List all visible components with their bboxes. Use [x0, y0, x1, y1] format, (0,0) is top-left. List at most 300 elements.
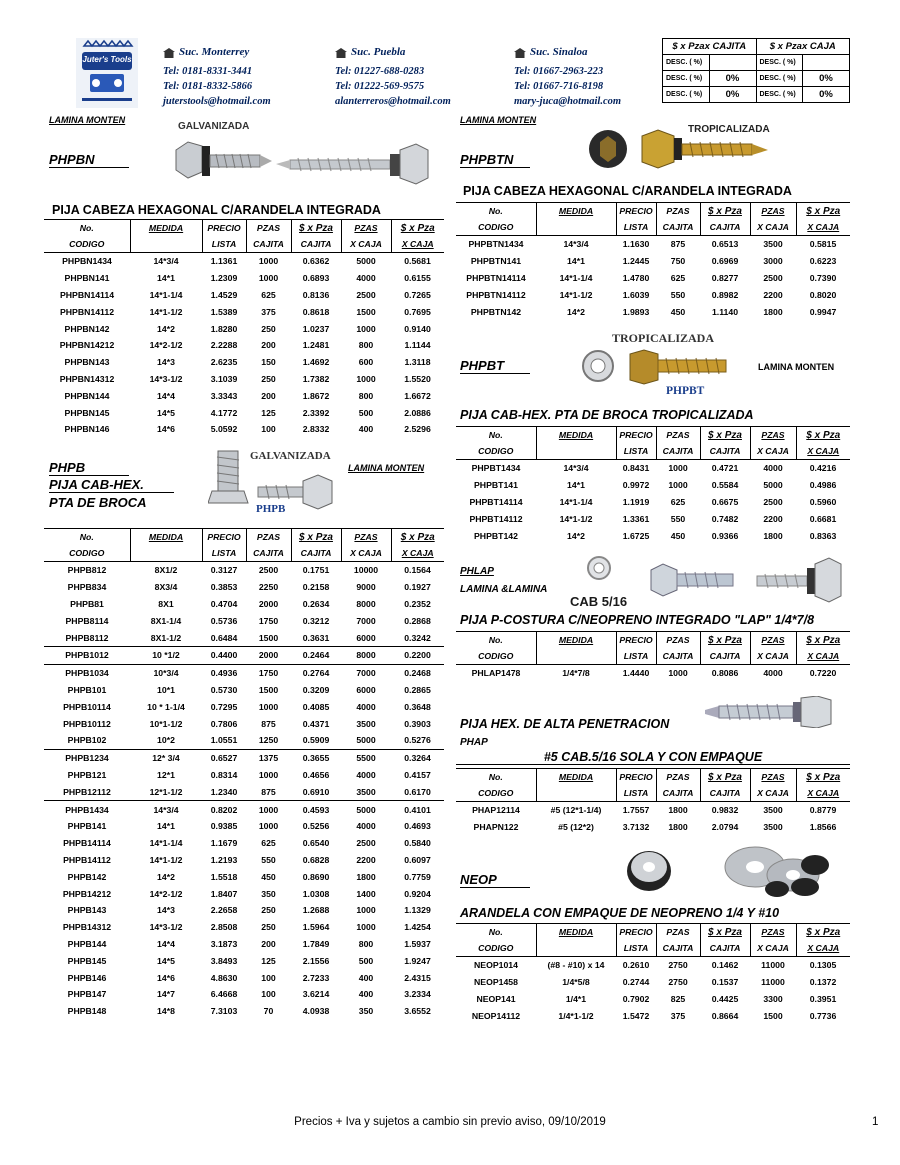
- table-cell: 800: [358, 390, 374, 401]
- column-header: [796, 769, 850, 786]
- desc-value: 0%: [803, 71, 850, 87]
- column-header: [616, 940, 656, 957]
- column-header-label: LISTA: [211, 548, 237, 558]
- table-cell: 0.6362: [302, 256, 330, 267]
- table-row: [44, 835, 444, 852]
- product-code-cell: PHPBN14212: [59, 340, 115, 351]
- table-cell: 1.7557: [622, 805, 650, 816]
- column-header-label: CODIGO: [478, 222, 514, 232]
- column-header-label: CODIGO: [69, 239, 105, 249]
- column-header: [291, 236, 341, 253]
- phlap-table: [456, 631, 850, 682]
- column-header: [130, 220, 202, 237]
- table-cell: 14*2: [157, 323, 175, 334]
- table-cell: 0.4593: [291, 801, 341, 818]
- table-cell: 0.3242: [404, 632, 431, 643]
- column-header: [616, 219, 656, 236]
- table-cell: 0.3903: [404, 718, 431, 729]
- column-header-label: X CAJA: [350, 239, 382, 249]
- table-cell: 0.6681: [809, 513, 837, 524]
- branch-monterrey: [163, 45, 271, 109]
- table-cell: 0.6675: [711, 496, 739, 507]
- column-header: [796, 427, 850, 444]
- branch-email: juterstools@hotmail.com: [163, 96, 271, 107]
- product-code-cell: PHPB1434: [44, 801, 130, 818]
- column-header: [536, 427, 616, 444]
- column-header: [202, 236, 246, 253]
- table-cell: 200: [261, 390, 276, 401]
- table-cell: 1.7849: [302, 938, 330, 949]
- table-cell: 0.6969: [711, 256, 739, 267]
- table-cell: 6.4668: [210, 989, 238, 1000]
- table-row: [44, 596, 444, 613]
- column-header-label: X CAJA: [757, 651, 789, 661]
- table-cell: 500: [358, 955, 374, 966]
- table-cell: 0.2865: [404, 684, 431, 695]
- table-row: [456, 527, 850, 544]
- table-cell: 9000: [356, 582, 376, 593]
- product-code-cell: PHPB8114: [65, 615, 109, 626]
- product-code-cell: PHPBN144: [64, 390, 110, 401]
- column-header-label: CODIGO: [478, 651, 514, 661]
- column-header-label: LISTA: [623, 943, 649, 953]
- table-cell: 1.2340: [210, 786, 238, 797]
- table-cell: 1.3361: [622, 513, 650, 524]
- column-header: [616, 769, 656, 786]
- table-cell: 10000: [353, 565, 379, 576]
- column-header-label: MEDIDA: [558, 772, 594, 782]
- table-cell: 14*5: [157, 955, 175, 966]
- table-cell: 6000: [356, 632, 376, 643]
- table-cell: 8000: [356, 598, 376, 609]
- table-cell: 1/4*5/8: [562, 977, 590, 988]
- branch-phone-2: Tel: 01667-716-8198: [514, 81, 604, 92]
- branch-phone-1: Tel: 01227-688-0283: [335, 66, 425, 77]
- table-cell: 1500: [258, 632, 279, 643]
- column-header: [700, 219, 750, 236]
- column-header-label: No.: [488, 772, 503, 782]
- phpbt-title: PIJA CAB-HEX. PTA DE BROCA TROPICALIZADA: [460, 408, 754, 422]
- product-code-cell: PHPB145: [67, 955, 107, 966]
- table-row: [456, 957, 850, 974]
- table-cell: 0.7265: [404, 289, 431, 300]
- table-cell: 1000: [258, 273, 279, 284]
- branch-sinaloa: [514, 45, 621, 109]
- column-header-label: PZAS: [761, 772, 785, 782]
- table-cell: 250: [261, 905, 276, 916]
- table-cell: 0.5681: [404, 256, 431, 267]
- table-cell: 1.4254: [404, 922, 431, 933]
- table-cell: 550: [670, 513, 686, 524]
- table-cell: 14*2-1/2: [149, 888, 183, 899]
- table-row: [44, 852, 444, 869]
- table-cell: 14*3/4: [153, 256, 179, 267]
- phpb-lamina: LAMINA MONTEN: [348, 463, 425, 473]
- table-cell: 0.5730: [210, 684, 238, 695]
- table-row: [44, 253, 444, 270]
- column-header: [456, 203, 536, 220]
- column-header: [750, 940, 796, 957]
- table-cell: 0.8020: [809, 289, 837, 300]
- table-cell: 1.2445: [622, 256, 650, 267]
- column-header-label: $ x Pza: [708, 771, 742, 783]
- table-cell: 1.2688: [302, 905, 330, 916]
- table-cell: 2.0886: [404, 407, 431, 418]
- product-code-cell: PHPB10114: [63, 701, 111, 712]
- table-cell: 10*3/4: [130, 664, 202, 681]
- table-cell: 600: [358, 357, 374, 368]
- product-code-cell: PHPBTN142: [470, 306, 522, 317]
- table-row: [456, 286, 850, 303]
- table-cell: 0.5960: [809, 496, 837, 507]
- table-cell: 1.6039: [622, 289, 650, 300]
- product-code-cell: PHPB121: [67, 769, 107, 780]
- phap-subtitle: #5 CAB.5/16 SOLA Y CON EMPAQUE: [456, 750, 850, 765]
- screw-image: [172, 136, 442, 188]
- table-cell: 10*1: [157, 684, 175, 695]
- table-cell: 1.0237: [302, 323, 330, 334]
- table-cell: 2.2658: [210, 905, 238, 916]
- column-header-label: CODIGO: [478, 446, 514, 456]
- column-header: [700, 427, 750, 444]
- table-cell: 3500: [356, 718, 376, 729]
- column-header-label: PRECIO: [619, 635, 653, 645]
- table-cell: 1000: [356, 323, 376, 334]
- table-cell: 10 * 1-1/4: [147, 701, 185, 712]
- table-cell: 14*3/4: [130, 801, 202, 818]
- phpbt-code: PHPBT: [460, 358, 530, 374]
- table-row: [44, 303, 444, 320]
- column-header-label: CAJITA: [662, 788, 694, 798]
- phpbtn-image-label: TROPICALIZADA: [688, 124, 770, 135]
- table-cell: 4000: [356, 273, 376, 284]
- table-cell: 0.8664: [711, 1010, 739, 1021]
- table-cell: 6000: [356, 684, 376, 695]
- table-header-row: [456, 427, 850, 444]
- table-cell: 0.7806: [210, 718, 238, 729]
- table-cell: 0.2744: [622, 977, 650, 988]
- phlap-title: PIJA P-COSTURA C/NEOPRENO INTEGRADO "LAP" 1/4*7/8: [460, 613, 815, 627]
- table-cell: 1.8407: [210, 888, 238, 899]
- product-code-cell: PHPB102: [67, 735, 107, 746]
- table-header-row: [456, 443, 850, 460]
- column-header: [291, 220, 341, 237]
- table-cell: 1750: [258, 615, 279, 626]
- product-code-cell: PHPB141: [67, 821, 107, 832]
- table-cell: 3.2334: [404, 989, 431, 1000]
- table-cell: 14*1-1/2: [559, 513, 593, 524]
- neop-table: [456, 923, 850, 1024]
- table-row: [456, 236, 850, 253]
- table-cell: 2000: [246, 646, 291, 664]
- phpbtn-lamina: LAMINA MONTEN: [460, 115, 537, 125]
- column-header: [656, 785, 700, 802]
- column-header-label: CAJITA: [300, 239, 332, 249]
- phpbn-image-label: GALVANIZADA: [178, 121, 250, 132]
- column-header: [130, 545, 202, 562]
- table-cell: 0.3631: [302, 632, 330, 643]
- table-cell: 3000: [763, 256, 783, 267]
- table-cell: 1.6725: [622, 530, 650, 541]
- table-cell: 0.6540: [302, 838, 330, 849]
- column-header: [616, 632, 656, 649]
- table-row: [456, 270, 850, 287]
- table-row: [44, 387, 444, 404]
- table-cell: 0.9366: [711, 530, 739, 541]
- table-cell: 1.8280: [210, 323, 238, 334]
- table-row: [44, 562, 444, 579]
- table-cell: 2200: [356, 854, 376, 865]
- table-cell: 14*1: [567, 256, 585, 267]
- column-header: [456, 785, 536, 802]
- table-cell: 0.2468: [391, 664, 444, 681]
- product-code-cell: PHPBTN1434: [468, 239, 524, 250]
- table-row: [44, 801, 444, 818]
- branch-name: Suc. Sinaloa: [530, 46, 588, 58]
- washers-image: [625, 845, 835, 900]
- column-header-label: $ x Pza: [400, 222, 435, 234]
- column-header: [656, 203, 700, 220]
- table-cell: 0.8363: [809, 530, 837, 541]
- product-code-cell: PHPB1234: [44, 749, 130, 766]
- table-row: [44, 337, 444, 354]
- table-cell: 2.8332: [302, 424, 330, 435]
- product-code-cell: PHPB14312: [62, 922, 112, 933]
- table-cell: 14*4: [157, 938, 175, 949]
- table-cell: 2.2288: [210, 340, 238, 351]
- table-cell: 1.6672: [404, 390, 431, 401]
- table-cell: 8X1/2: [154, 565, 178, 576]
- desc-label: DESC. ( %): [756, 87, 803, 103]
- table-cell: 3.7132: [622, 822, 650, 833]
- column-header-label: LISTA: [211, 239, 237, 249]
- column-header-label: CAJITA: [709, 943, 741, 953]
- column-header-label: CAJITA: [709, 651, 741, 661]
- table-cell: 14*6: [157, 424, 175, 435]
- table-cell: 1000: [356, 905, 376, 916]
- table-row: [44, 646, 444, 664]
- desc-label: DESC. ( %): [663, 87, 710, 103]
- column-header-label: CAJITA: [709, 446, 741, 456]
- column-header: [536, 648, 616, 665]
- table-row: [44, 902, 444, 919]
- column-header: [616, 443, 656, 460]
- column-header: [796, 443, 850, 460]
- table-cell: 14*8: [157, 1006, 175, 1017]
- table-cell: 2.3392: [302, 407, 330, 418]
- table-cell: 14*2-1/2: [149, 340, 183, 351]
- table-cell: 1.2481: [302, 340, 330, 351]
- table-cell: 0.6155: [404, 273, 431, 284]
- table-row: [456, 303, 850, 320]
- column-header-label: PRECIO: [619, 927, 653, 937]
- column-header: [700, 648, 750, 665]
- product-code-cell: NEOP14112: [471, 1010, 521, 1021]
- column-header: [796, 940, 850, 957]
- column-header-label: No.: [488, 927, 503, 937]
- table-cell: 1.7382: [302, 373, 330, 384]
- column-header-label: X CAJA: [807, 788, 840, 798]
- table-cell: 3.1873: [210, 938, 238, 949]
- column-header-label: $ x Pza: [708, 926, 742, 938]
- table-cell: 5000: [356, 735, 376, 746]
- table-cell: 1.4692: [302, 357, 330, 368]
- column-header: [456, 769, 536, 786]
- table-cell: 3300: [763, 993, 783, 1004]
- product-code-cell: NEOP141: [476, 993, 516, 1004]
- table-cell: 3.1039: [210, 373, 238, 384]
- column-header-label: $ x Pza: [806, 205, 841, 217]
- column-header: [391, 529, 444, 546]
- table-cell: 0.6910: [302, 786, 330, 797]
- table-cell: 375: [670, 1010, 686, 1021]
- table-cell: 0.3853: [210, 582, 238, 593]
- phlap-image-caption: CAB 5/16: [570, 594, 628, 609]
- table-cell: 0.6223: [809, 256, 837, 267]
- table-cell: 4000: [763, 463, 783, 474]
- column-header-label: X CAJA: [757, 943, 789, 953]
- product-code-cell: NEOP1458: [474, 977, 518, 988]
- column-header-label: CAJITA: [709, 788, 741, 798]
- phap-code: PHAP: [460, 737, 488, 748]
- table-row: [44, 732, 444, 749]
- column-header-label: MEDIDA: [148, 532, 184, 542]
- product-code-cell: PHPBTN141: [470, 256, 522, 267]
- table-cell: 1.8566: [809, 822, 837, 833]
- table-cell: 2.4315: [404, 972, 431, 983]
- table-cell: 800: [358, 340, 374, 351]
- table-cell: 1/4*7/8: [562, 668, 590, 679]
- table-cell: 1800: [668, 805, 688, 816]
- table-row: [44, 936, 444, 953]
- table-cell: 0.4693: [404, 821, 431, 832]
- phpbt-image-label: TROPICALIZADA: [612, 331, 715, 345]
- table-cell: 0.6893: [302, 273, 330, 284]
- table-cell: 1000: [668, 463, 688, 474]
- table-row: [44, 354, 444, 371]
- column-header: [202, 545, 246, 562]
- table-row: [456, 477, 850, 494]
- column-header: [202, 220, 246, 237]
- column-header-label: CODIGO: [478, 943, 514, 953]
- column-header-label: $ x Pza: [299, 222, 333, 234]
- table-cell: 0.2464: [291, 646, 341, 664]
- table-cell: 1.1144: [404, 340, 431, 351]
- column-header-label: CAJITA: [662, 446, 694, 456]
- table-cell: 1.0551: [210, 735, 238, 746]
- table-cell: 1000: [258, 256, 279, 267]
- column-header: [796, 203, 850, 220]
- column-header: [456, 443, 536, 460]
- table-cell: 3500: [763, 239, 783, 250]
- table-cell: 125: [261, 407, 276, 418]
- table-cell: 0.6513: [711, 239, 739, 250]
- table-cell: 14*3-1/2: [149, 922, 183, 933]
- product-code-cell: PHPB147: [67, 989, 107, 1000]
- column-header: [700, 924, 750, 941]
- column-header: [246, 545, 291, 562]
- column-header-label: PZAS: [761, 635, 785, 645]
- table-cell: 1.2193: [210, 854, 238, 865]
- column-header: [44, 236, 130, 253]
- product-code-cell: PHPB143: [67, 905, 107, 916]
- table-cell: 2.6235: [210, 357, 238, 368]
- column-header-label: X CAJA: [757, 446, 789, 456]
- table-cell: 0.1537: [711, 977, 739, 988]
- column-header: [456, 427, 536, 444]
- product-code-cell: PHPBT14114: [469, 496, 523, 507]
- column-header-label: CAJITA: [662, 943, 694, 953]
- phpb-image-label: GALVANIZADA: [250, 450, 331, 462]
- table-cell: 1.5937: [404, 938, 431, 949]
- column-header: [536, 443, 616, 460]
- table-cell: 8X1-1/4: [150, 615, 182, 626]
- house-icon: [514, 48, 526, 58]
- table-cell: 14*3/4: [563, 239, 589, 250]
- table-cell: 0.5909: [302, 735, 330, 746]
- desc-label: DESC. ( %): [756, 71, 803, 87]
- product-code-cell: PHPBTN14112: [466, 289, 526, 300]
- table-row: [456, 494, 850, 511]
- product-code-cell: PHPBTN14114: [466, 272, 526, 283]
- table-cell: 625: [670, 272, 686, 283]
- table-cell: 0.8086: [711, 668, 739, 679]
- table-row: [44, 1003, 444, 1020]
- phap-table: [456, 768, 850, 836]
- page-number: 1: [872, 1116, 879, 1128]
- table-row: [456, 665, 850, 682]
- table-cell: 375: [261, 306, 276, 317]
- table-cell: 2500: [356, 838, 376, 849]
- table-row: [44, 664, 444, 681]
- table-cell: 1.5389: [210, 306, 238, 317]
- table-cell: 0.5584: [711, 480, 739, 491]
- column-header: [456, 632, 536, 649]
- column-header-label: No.: [488, 430, 503, 440]
- column-header-label: PZAS: [354, 223, 378, 233]
- table-cell: 1800: [763, 530, 783, 541]
- product-code-cell: PHPB14112: [63, 854, 111, 865]
- product-code-cell: PHPB834: [67, 582, 107, 593]
- table-cell: 4.0938: [302, 1006, 330, 1017]
- table-cell: 12* 3/4: [130, 749, 202, 766]
- neop-code: NEOP: [460, 872, 530, 888]
- column-header-label: MEDIDA: [558, 430, 594, 440]
- table-cell: 1.1140: [711, 306, 739, 317]
- table-row: [44, 952, 444, 969]
- column-header: [536, 940, 616, 957]
- column-header-label: CAJITA: [300, 548, 332, 558]
- table-cell: 625: [670, 496, 686, 507]
- table-cell: 1.5472: [622, 1010, 650, 1021]
- table-row: [44, 320, 444, 337]
- table-cell: 0.7295: [210, 701, 238, 712]
- table-row: [44, 986, 444, 1003]
- table-cell: 14*1: [157, 273, 175, 284]
- table-row: [456, 974, 850, 991]
- branch-puebla: [335, 45, 451, 109]
- table-cell: 0.7902: [622, 993, 650, 1004]
- table-cell: 1.9893: [622, 306, 650, 317]
- table-cell: 1.0308: [302, 888, 330, 899]
- column-header: [656, 924, 700, 941]
- column-header: [246, 236, 291, 253]
- table-header-row: [456, 632, 850, 649]
- desc-value: [803, 55, 850, 71]
- phpbtn-table: [456, 202, 850, 320]
- table-cell: 1.4529: [210, 289, 238, 300]
- phpbtn-code: PHPBTN: [460, 152, 530, 168]
